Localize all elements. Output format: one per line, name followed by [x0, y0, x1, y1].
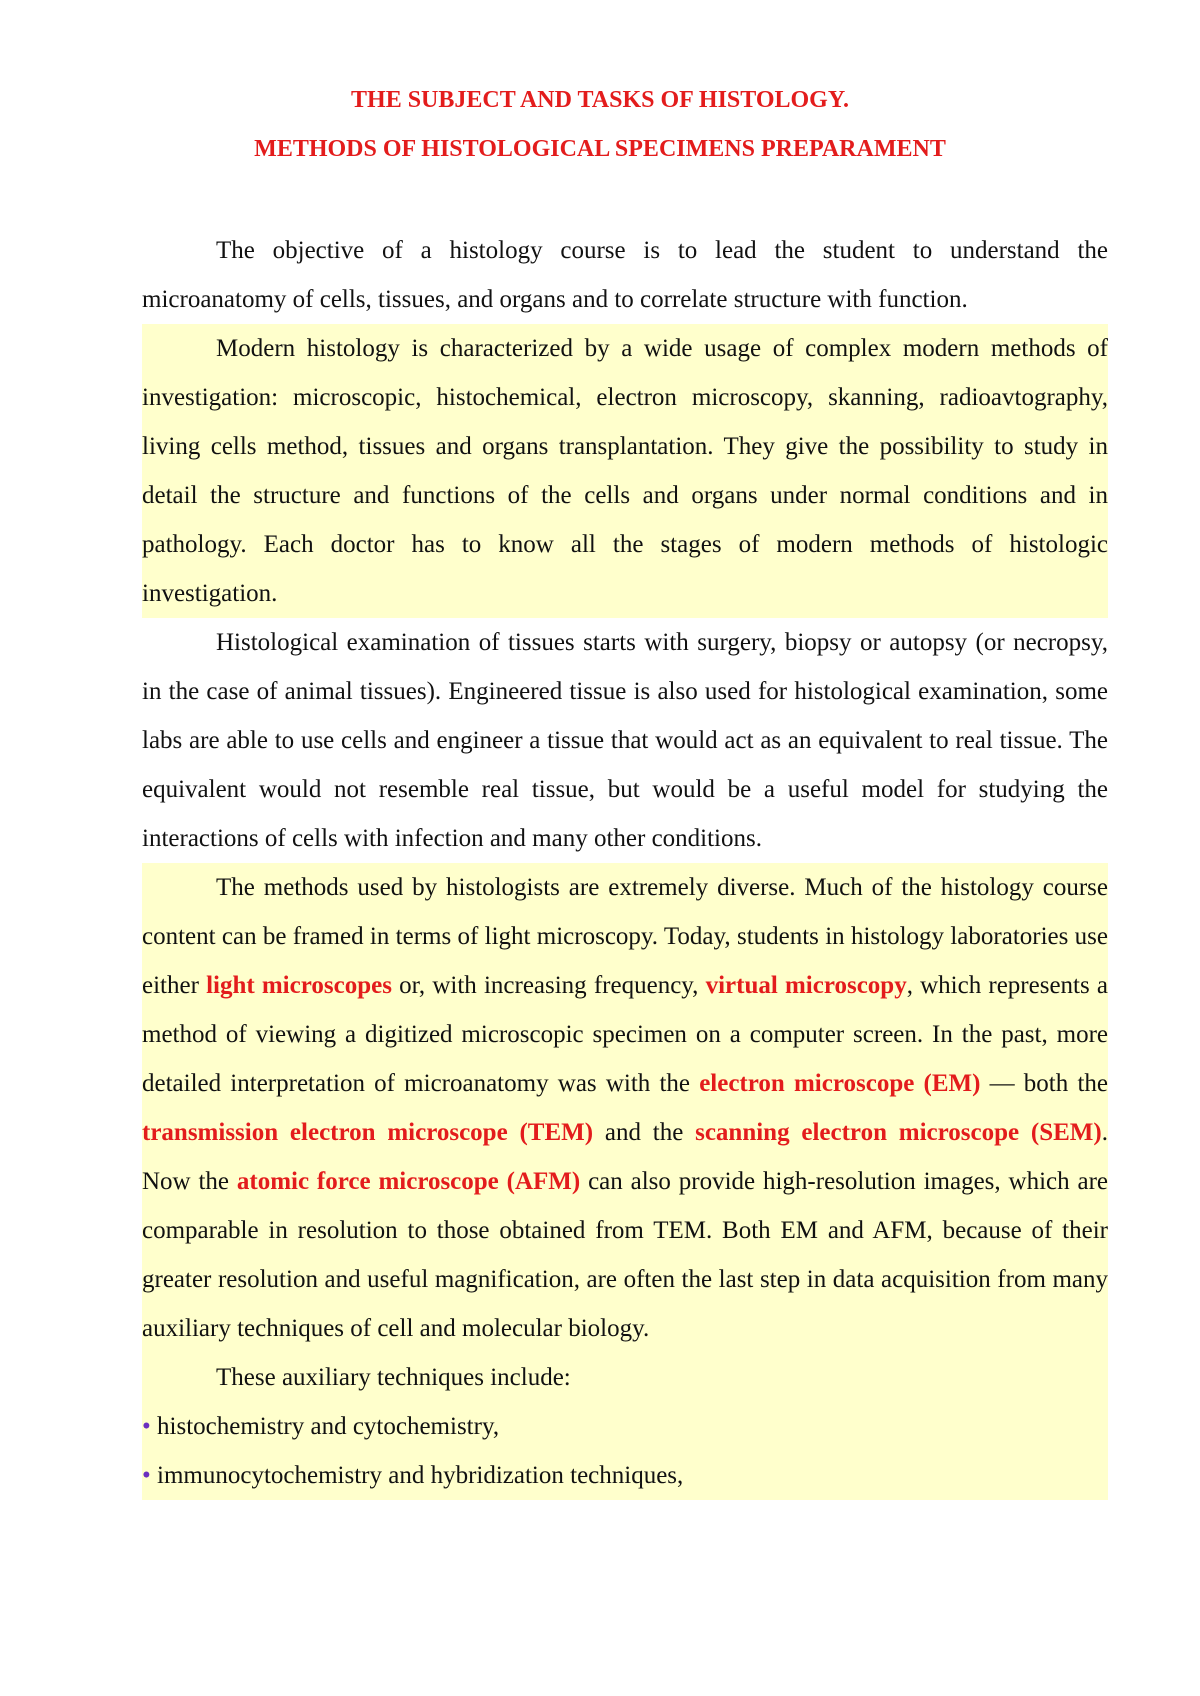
bullet-icon: • — [142, 1462, 151, 1489]
methods-text-3: , which represents a method of viewing a digitized microscopic specimen on a computer screen. In the past, more detailed interpretation of microanatomy was with the — [142, 972, 1108, 1097]
methods-text-1: The methods used by histologists are extremely diverse. Much of the histology course content can be framed in terms of light microscopy. Today, students in histology laboratories use either — [142, 874, 1108, 999]
title-line-1: THE SUBJECT AND TASKS OF HISTOLOGY. — [351, 87, 849, 113]
methods-text-5: and the — [593, 1119, 696, 1146]
keyword-virtual-microscopy: virtual microscopy — [705, 972, 907, 999]
paragraph-auxiliary-intro: These auxiliary techniques include: — [142, 1353, 1108, 1402]
paragraph-histological-examination: Histological examination of tissues starts with surgery, biopsy or autopsy (or necropsy, in the case of animal tissues). Engineered tissue is also used for histological examination, some labs are able to use cells and engineer a tissue that would act as an equivalent to real tissue. The equivalent would not resemble real tissue, but would be a useful model for studying the interactions of cells with infection and many other conditions. — [142, 629, 1108, 852]
title-line-2: METHODS OF HISTOLOGICAL SPECIMENS PREPARAMENT — [254, 136, 946, 162]
keyword-afm: atomic force microscope (AFM) — [236, 1168, 581, 1195]
paragraph-objective: The objective of a histology course is to lead the student to understand the microanatomy of cells, tissues, and organs and to correlate structure with function. — [142, 237, 1108, 313]
methods-text-4: — both the — [980, 1070, 1108, 1097]
bullet-icon: • — [142, 1413, 151, 1440]
list-item-text: immunocytochemistry and hybridization techniques, — [157, 1462, 684, 1489]
list-item-text: histochemistry and cytochemistry, — [157, 1413, 500, 1440]
methods-text-2: or, with increasing frequency, — [391, 972, 706, 999]
keyword-sem: scanning electron microscope (SEM) — [695, 1119, 1102, 1146]
list-item — [142, 1402, 1108, 1451]
keyword-light-microscopes: light microscopes — [206, 972, 392, 999]
paragraph-modern-histology: Modern histology is characterized by a wide usage of complex modern methods of investigation: microscopic, histochemical, electron microscopy, skanning, radioavtography, living cells method, tissues and organs transplantation. They give the possibility to study in detail the structure and functions of the cells and organs under normal conditions and in pathology. Each doctor has to know all the stages of modern methods of histologic investigation. — [142, 324, 1108, 618]
methods-text-6: . Now the — [142, 1119, 1108, 1195]
list-item — [142, 1451, 1108, 1500]
document-body — [142, 226, 1108, 1500]
keyword-tem: transmission electron microscope (TEM) — [142, 1119, 594, 1146]
paragraph-methods — [142, 863, 1108, 1353]
keyword-electron-microscope: electron microscope (EM) — [699, 1070, 981, 1097]
methods-text-7: can also provide high-resolution images, which are comparable in resolution to those obtained from TEM. Both EM and AFM, because of their greater resolution and useful magnification, are often the last step in data acquisition from many auxiliary techniques of cell and molecular biology. — [142, 1168, 1108, 1342]
